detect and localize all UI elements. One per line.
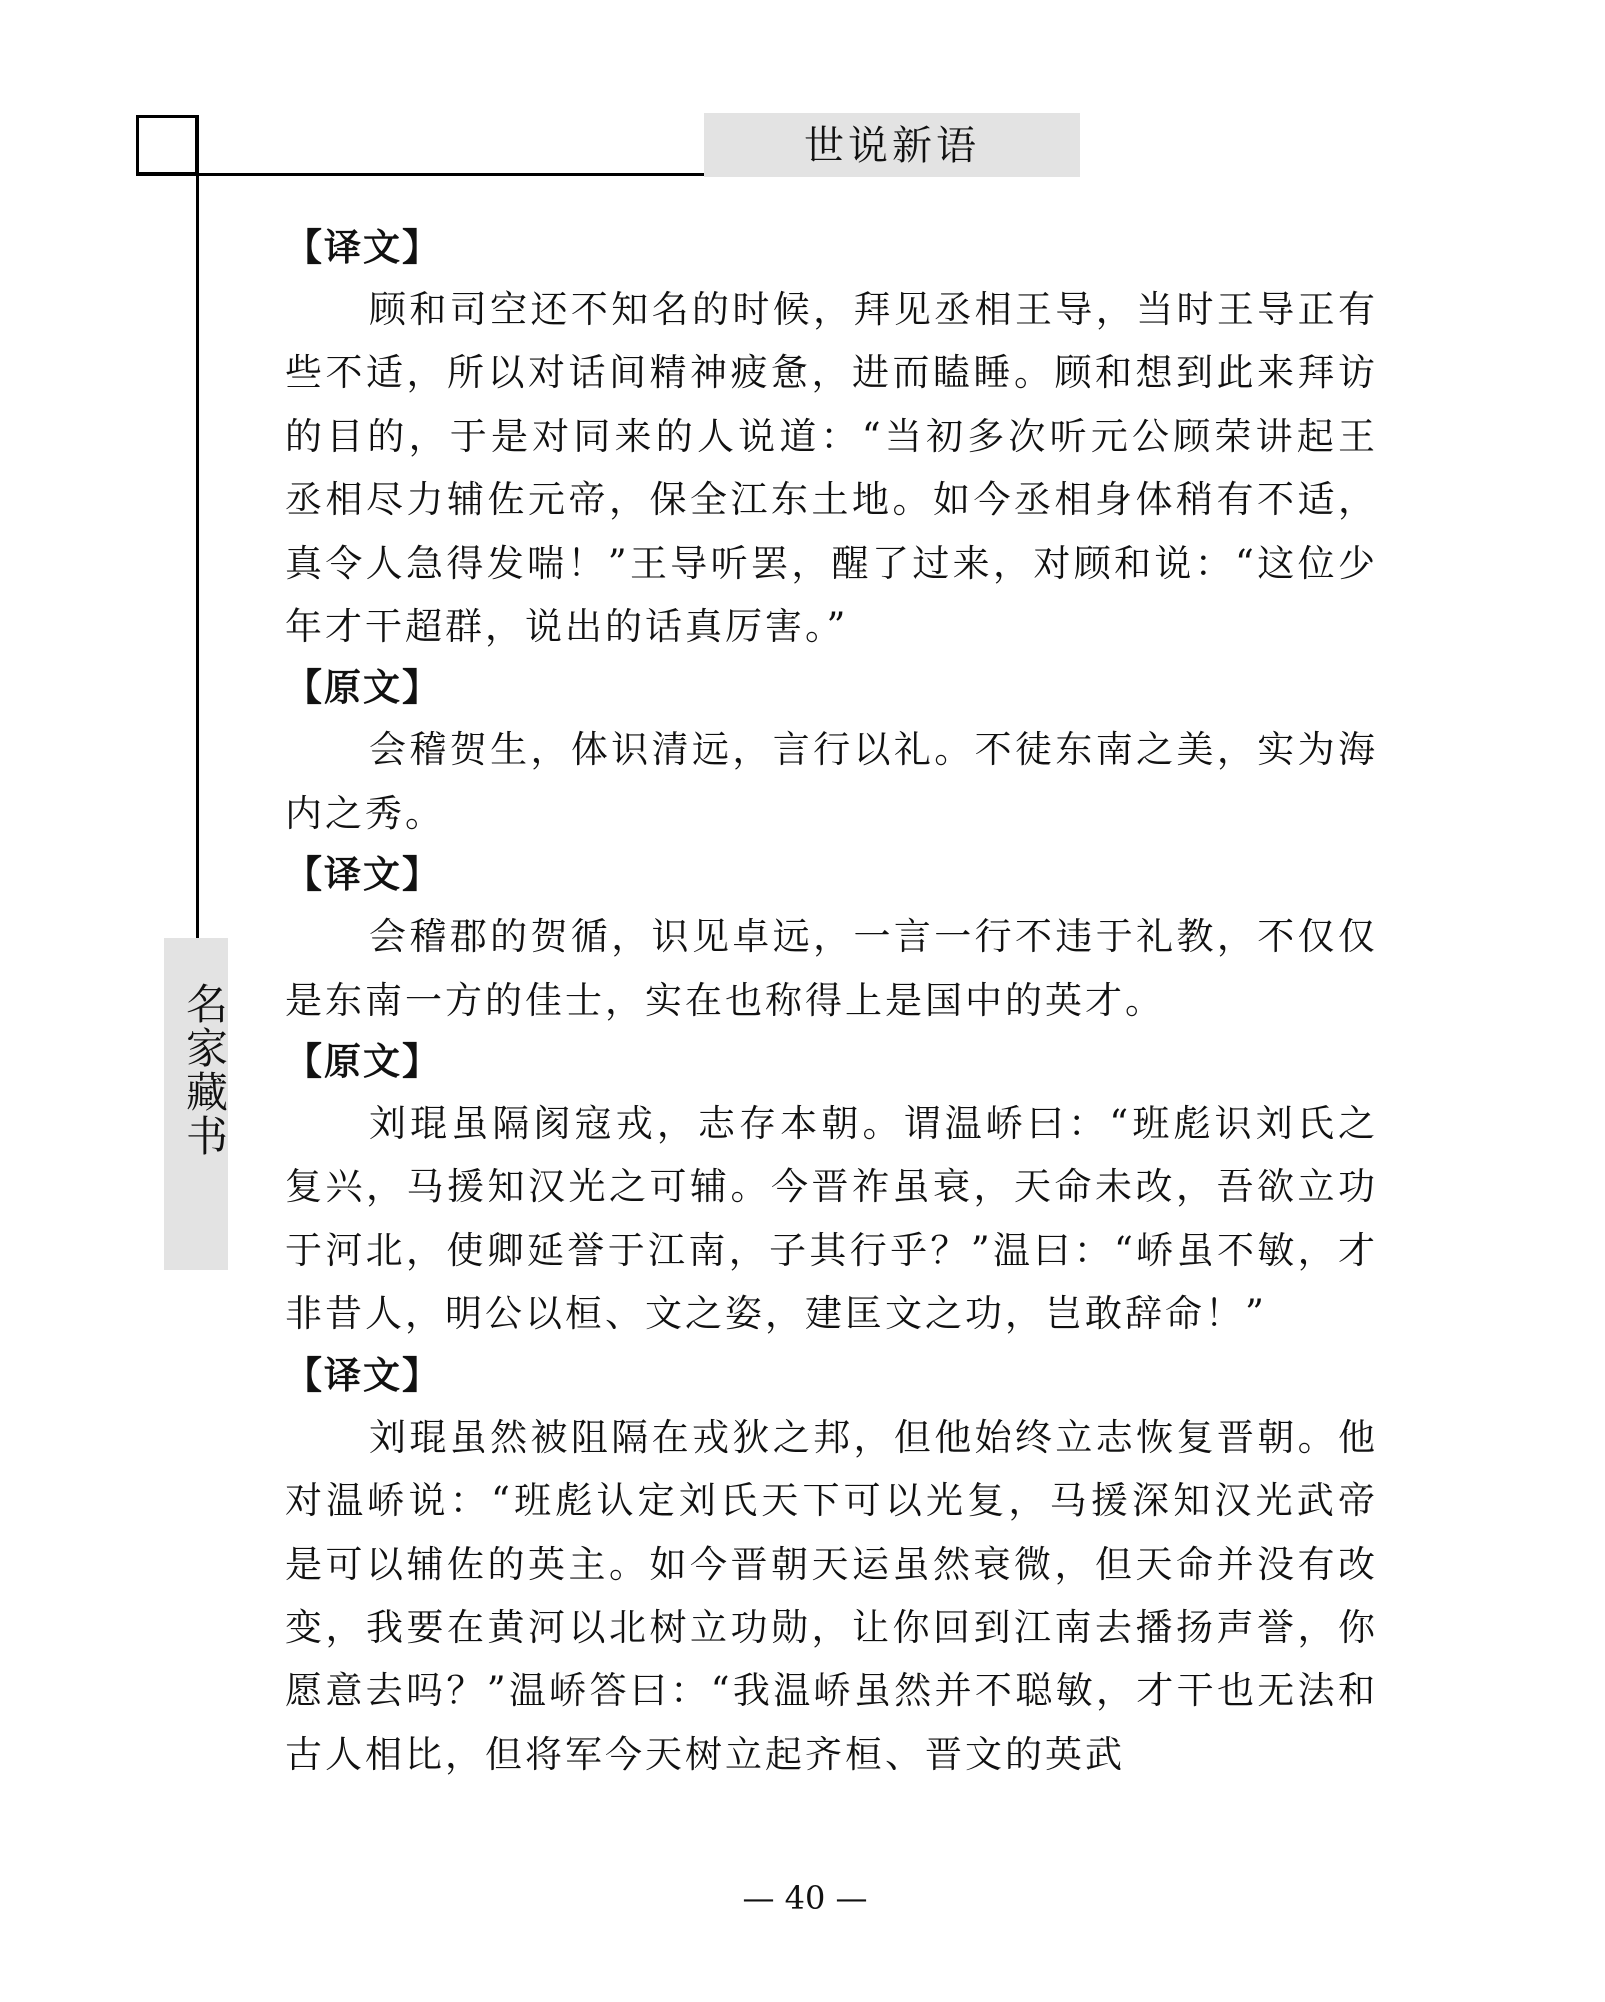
book-title: 世说新语 bbox=[804, 123, 980, 169]
section-paragraph: 刘琨虽隔阂寇戎，志存本朝。谓温峤曰：“班彪识刘氏之复兴，马援知汉光之可辅。今晋祚虽衰，天命未改，吾欲立功于河北，使卿延誉于江南，子其行乎？”温曰：“峤虽不敏，才非昔人，明公以桓、文之姿，建匡文之功，岂敢辞命！” bbox=[285, 1102, 1378, 1336]
page-content bbox=[285, 218, 1378, 1786]
section-heading: 【原文】 bbox=[285, 1040, 441, 1084]
section-original-1 bbox=[285, 658, 1378, 845]
margin-rule bbox=[196, 115, 199, 940]
section-translation-3 bbox=[285, 1346, 1378, 1786]
header-rule bbox=[136, 173, 704, 176]
page-number: — 40 — bbox=[742, 1879, 868, 1917]
section-original-2 bbox=[285, 1032, 1378, 1346]
section-paragraph: 顾和司空还不知名的时候，拜见丞相王导，当时王导正有些不适，所以对话间精神疲惫，进而瞌睡。顾和想到此来拜访的目的，于是对同来的人说道：“当初多次听元公顾荣讲起王丞相尽力辅佐元帝，保全江东土地。如今丞相身体稍有不适，真令人急得发喘！”王导听罢，醒了过来，对顾和说：“这位少年才干超群，说出的话真厉害。” bbox=[285, 288, 1378, 649]
section-heading: 【原文】 bbox=[285, 666, 441, 710]
section-heading: 【译文】 bbox=[285, 226, 441, 269]
side-tab-label: 名家藏书 bbox=[180, 982, 229, 1158]
section-paragraph: 刘琨虽然被阻隔在戎狄之邦，但他始终立志恢复晋朝。他对温峤说：“班彪认定刘氏天下可以光复，马援深知汉光武帝是可以辅佐的英主。如今晋朝天运虽然衰微，但天命并没有改变，我要在黄河以北树立功勋，让你回到江南去播扬声誉，你愿意去吗？”温峤答曰：“我温峤虽然并不聪敏，才干也无法和古人相比，但将军今天树立起齐桓、晋文的英武 bbox=[285, 1415, 1378, 1776]
section-heading: 【译文】 bbox=[285, 1353, 441, 1397]
corner-frame-box bbox=[136, 115, 198, 175]
section-translation-2 bbox=[285, 845, 1378, 1032]
section-paragraph: 会稽贺生，体识清远，言行以礼。不徒东南之美，实为海内之秀。 bbox=[285, 728, 1378, 835]
section-heading: 【译文】 bbox=[285, 853, 441, 897]
section-paragraph: 会稽郡的贺循，识见卓远，一言一行不违于礼教，不仅仅是东南一方的佳士，实在也称得上是国中的英才。 bbox=[285, 915, 1378, 1022]
section-translation-1 bbox=[285, 218, 1378, 658]
